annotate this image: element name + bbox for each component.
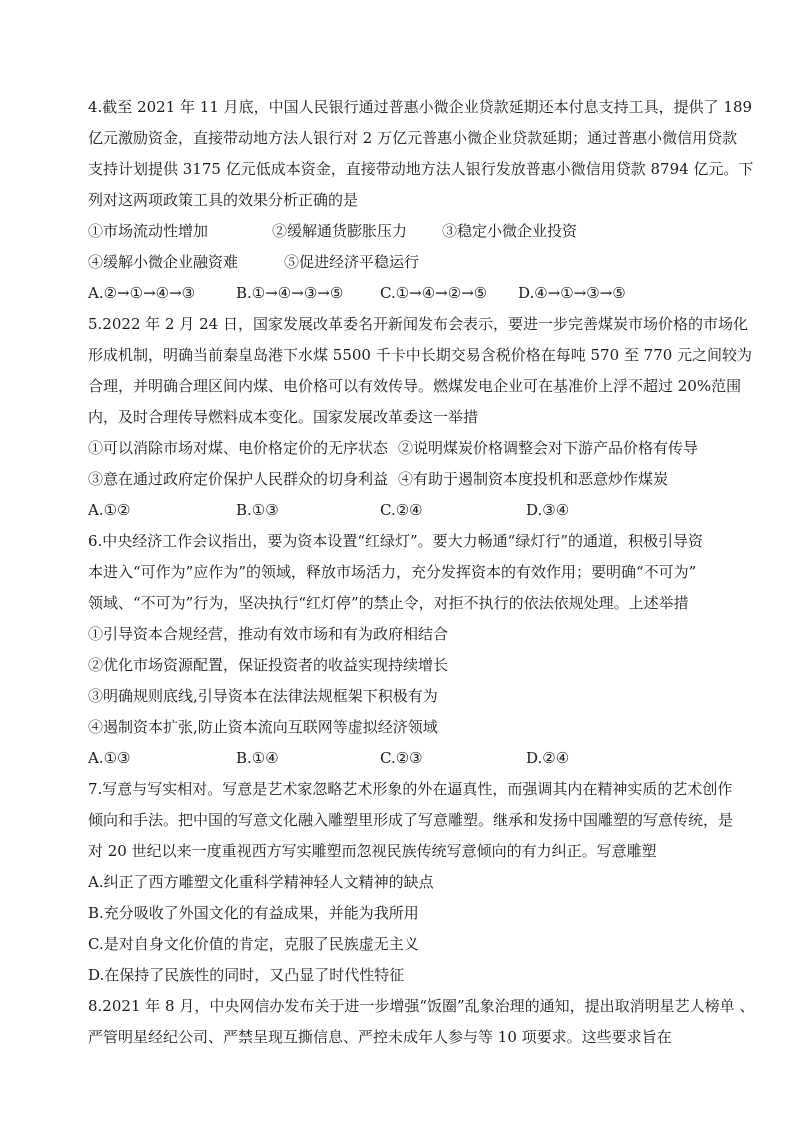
question-7-stem-line: 对 20 世纪以来一度重视西方写实雕塑而忽视民族传统写意倾向的有力纠正。写意雕塑 <box>88 842 657 860</box>
question-5-item-4: ④有助于遏制资本度投机和恶意炒作煤炭 <box>398 470 669 488</box>
question-4 <box>88 92 754 309</box>
question-5-item-3: ③意在通过政府定价保护人民群众的切身利益 <box>88 470 389 488</box>
question-6 <box>88 526 718 774</box>
choice-a[interactable]: A.①② <box>88 501 131 519</box>
choice-c[interactable]: C.②③ <box>380 749 423 767</box>
question-7-stem-line: 7.写意与写实相对。写意是艺术家忽略艺术形象的外在逼真性，而强调其内在精神实质的艺术创作 <box>88 780 733 798</box>
question-4-item-4: ④缓解小微企业融资难 <box>88 253 239 271</box>
question-6-stem-line: 本进入“可作为”应作为”的领域，释放市场活力，充分发挥资本的有效作用；要明确“不可为” <box>88 563 697 581</box>
question-6-item-1: ①引导资本合规经营，推动有效市场和有为政府相结合 <box>88 625 449 643</box>
question-6-stem-line: 领域、“不可为”行为，坚决执行“红灯停”的禁止令，对拒不执行的依法依规处理。上述举措 <box>88 594 689 612</box>
question-8-stem-line: 8.2021 年 8 月，中央网信办发布关于进一步增强“饭圈”乱象治理的通知，提出取消明星艺人榜单 、 <box>88 997 755 1015</box>
question-4-stem-line: 支持计划提供 3175 亿元低成本资金，直接带动地方法人银行发放普惠小微信用贷款 8794 亿元。下 <box>88 160 754 178</box>
question-5-items-row-2 <box>88 464 718 495</box>
question-4-item-2: ②缓解通货膨胀压力 <box>272 222 408 240</box>
choice-a[interactable]: A.①③ <box>88 749 131 767</box>
choice-d[interactable]: D.②④ <box>526 749 570 767</box>
question-4-item-3: ③稳定小微企业投资 <box>442 222 578 240</box>
question-5-stem-line: 内，及时合理传导燃料成本变化。国家发展改革委这一举措 <box>88 408 479 426</box>
choice-a[interactable]: A.②→①→④→③ <box>88 284 196 302</box>
question-4-items-row-2 <box>88 247 718 278</box>
choice-a[interactable]: A.纠正了西方雕塑文化重科学精神轻人文精神的缺点 <box>88 873 434 891</box>
question-5-items-row-1 <box>88 433 718 464</box>
question-8 <box>88 991 755 1053</box>
question-5-item-1: ①可以消除市场对煤、电价格定价的无序状态 <box>88 439 389 457</box>
question-6-choices <box>88 743 718 774</box>
question-6-item-3: ③明确规则底线,引导资本在法律法规框架下积极有为 <box>88 687 438 705</box>
choice-d[interactable]: D.③④ <box>526 501 570 519</box>
question-5-stem-line: 形成机制，明确当前秦皇岛港下水煤 5500 千卡中长期交易含税价格在每吨 570 至 770 元之间较为 <box>88 346 753 364</box>
question-5-stem-line: 5.2022 年 2 月 24 日，国家发展改革委名开新闻发布会表示，要进一步完善煤炭市场价格的市场化 <box>88 315 748 333</box>
choice-c[interactable]: C.是对自身文化价值的肯定，克服了民族虚无主义 <box>88 935 419 953</box>
question-8-stem-line: 严管明星经纪公司、严禁呈现互撕信息、严控未成年人参与等 10 项要求。这些要求旨在 <box>88 1028 672 1046</box>
question-5 <box>88 309 753 526</box>
question-4-item-1: ①市场流动性增加 <box>88 222 209 240</box>
question-4-choices <box>88 278 718 309</box>
choice-d[interactable]: D.在保持了民族性的同时，又凸显了时代性特征 <box>88 966 405 984</box>
choice-b[interactable]: B.①→④→③→⑤ <box>236 284 344 302</box>
choice-b[interactable]: B.①④ <box>236 749 279 767</box>
question-7-stem-line: 倾向和手法。把中国的写意文化融入雕塑里形成了写意雕塑。继承和发扬中国雕塑的写意传统，是 <box>88 811 734 829</box>
question-6-item-2: ②优化市场资源配置，保证投资者的收益实现持续增长 <box>88 656 449 674</box>
question-4-item-5: ⑤促进经济平稳运行 <box>284 253 420 271</box>
choice-b[interactable]: B.①③ <box>236 501 279 519</box>
question-5-choices <box>88 495 718 526</box>
question-4-stem-line: 亿元激励资金，直接带动地方法人银行对 2 万亿元普惠小微企业贷款延期；通过普惠小微信用贷款 <box>88 129 738 147</box>
question-6-item-4: ④遏制资本扩张,防止资本流向互联网等虚拟经济领域 <box>88 718 438 736</box>
question-5-item-2: ②说明煤炭价格调整会对下游产品价格有传导 <box>398 439 699 457</box>
question-5-stem-line: 合理，并明确合理区间内煤、电价格可以有效传导。燃煤发电企业可在基准价上浮不超过 20%范围 <box>88 377 742 395</box>
question-4-stem-line: 列对这两项政策工具的效果分析正确的是 <box>88 191 359 209</box>
choice-b[interactable]: B.充分吸收了外国文化的有益成果，并能为我所用 <box>88 904 419 922</box>
question-4-stem-line: 4.截至 2021 年 11 月底，中国人民银行通过普惠小微企业贷款延期还本付息支持工具，提供了 189 <box>88 98 753 116</box>
question-7 <box>88 774 734 991</box>
question-4-items-row-1 <box>88 216 718 247</box>
choice-d[interactable]: D.④→①→③→⑤ <box>518 284 626 302</box>
choice-c[interactable]: C.②④ <box>380 501 423 519</box>
choice-c[interactable]: C.①→④→②→⑤ <box>380 284 488 302</box>
question-6-stem-line: 6.中央经济工作会议指出，要为资本设置“红绿灯”。要大力畅通“绿灯行”的通道，积极引导资 <box>88 532 703 550</box>
